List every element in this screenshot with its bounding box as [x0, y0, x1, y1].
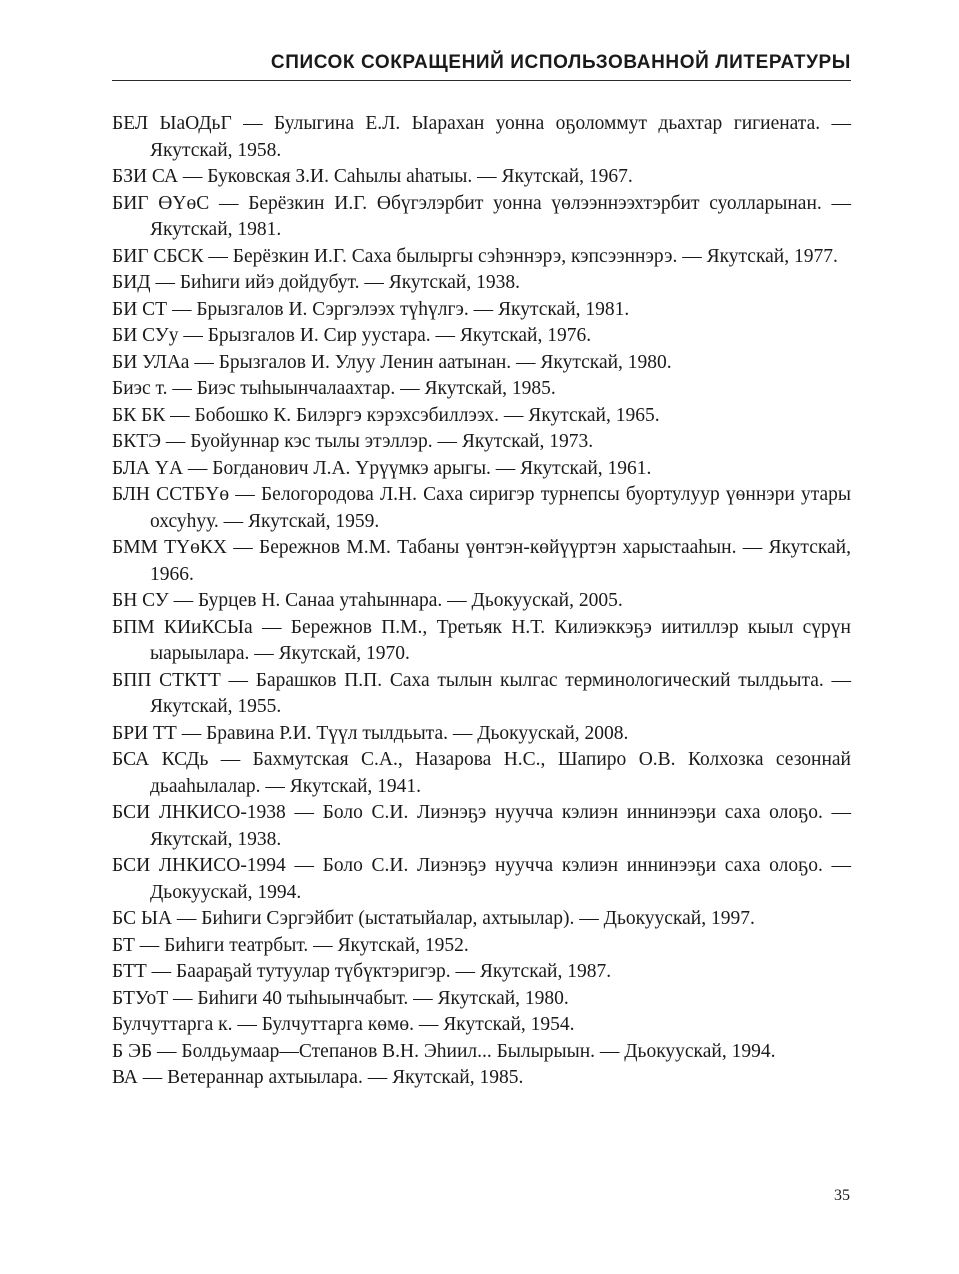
abbreviation-entry: БС ЫА — Биһиги Сэргэйбит (ыстатыйалар, ахтыылар). — Дьокуускай, 1997.	[112, 908, 755, 929]
abbreviation-list	[112, 111, 851, 1092]
abbreviation-entry: БН СУ — Бурцев Н. Санаа утаһыннара. — Дьокуускай, 2005.	[112, 590, 623, 611]
abbreviation-entry: Булчуттарга к. — Булчуттарга көмө. — Якутскай, 1954.	[112, 1014, 575, 1035]
abbreviation-entry: Б ЭБ — Болдьумаар—Степанов В.Н. Эһиил... Былырыын. — Дьокуускай, 1994.	[112, 1040, 776, 1062]
abbreviation-entry: БИ СУу — Брызгалов И. Сир уустара. — Якутскай, 1976.	[112, 325, 592, 346]
abbreviation-entry: Биэс т. — Биэс тыһыынчалаахтар. — Якутскай, 1985.	[112, 378, 556, 399]
abbreviation-entry: БИ УЛАа — Брызгалов И. Улуу Ленин аатынан. — Якутскай, 1980.	[112, 351, 672, 373]
abbreviation-entry: БИД — Биһиги ийэ дойдубут. — Якутскай, 1938.	[112, 272, 520, 293]
abbreviation-entry: БПП СТКТТ — Барашков П.П. Саха тылын кылгас терминологический тылдьыта. — Якутскай, 1955.	[112, 669, 851, 717]
abbreviation-entry: БСИ ЛНКИСО-1994 — Боло С.И. Лиэнэҕэ нуучча кэлиэн иннинээҕи саха олоҕо. — Дьокуускай, 1994.	[112, 855, 851, 903]
abbreviation-entry: БЕЛ ЫаОДьГ — Булыгина Е.Л. Ыарахан уонна оҕоломмут дьахтар гигиената. — Якутскай, 1958.	[112, 113, 851, 161]
running-header	[112, 50, 851, 81]
abbreviation-entry: БРИ ТТ — Бравина Р.И. Түүл тылдьыта. — Дьокуускай, 2008.	[112, 722, 629, 744]
abbreviation-entry: БММ ТҮөКХ — Бережнов М.М. Табаны үөнтэн-көйүүртэн харыстааһын. — Якутскай, 1966.	[112, 537, 851, 585]
page-number: 35	[834, 1187, 850, 1204]
abbreviation-entry: БТТ — Баараҕай тутуулар түбүктэригэр. — Якутскай, 1987.	[112, 961, 612, 982]
abbreviation-entry: БКТЭ — Буойуннар кэс тылы этэллэр. — Якутскай, 1973.	[112, 431, 594, 452]
abbreviation-entry: БИ СТ — Брызгалов И. Сэргэлээх түһүлгэ. — Якутскай, 1981.	[112, 298, 630, 320]
abbreviation-entry: БСИ ЛНКИСО-1938 — Боло С.И. Лиэнэҕэ нуучча кэлиэн иннинээҕи саха олоҕо. — Якутскай, 1938.	[112, 802, 851, 850]
abbreviation-entry: БК БК — Бобошко К. Билэргэ кэрэхсэбиллээх. — Якутскай, 1965.	[112, 404, 660, 426]
abbreviation-entry: БЛН ССТБҮө — Белогородова Л.Н. Саха сиригэр турнепсы буортулуур үөннэри утары охсуһуу. — Якутскай, 1959.	[112, 484, 851, 532]
abbreviation-entry: БИГ ӨҮөС — Берёзкин И.Г. Өбүгэлэрбит уонна үөлээннээхтэрбит суолларынан. — Якутскай, 1981.	[112, 192, 851, 240]
abbreviation-entry: БЛА ҮА — Богданович Л.А. Үрүүмкэ арыгы. — Якутскай, 1961.	[112, 457, 652, 479]
abbreviation-entry: БСА КСДь — Бахмутская С.А., Назарова Н.С., Шапиро О.В. Колхозка сезоннай дьааһылалар. — Якутскай, 1941.	[112, 749, 851, 797]
abbreviation-entry: ВА — Ветераннар ахтыылара. — Якутскай, 1985.	[112, 1067, 524, 1088]
abbreviation-entry: БТУоТ — Биһиги 40 тыһыынчабыт. — Якутскай, 1980.	[112, 987, 569, 1009]
abbreviation-entry: БЗИ СА — Буковская З.И. Саһылы аһатыы. — Якутскай, 1967.	[112, 166, 633, 187]
abbreviation-entry: БИГ СБСК — Берёзкин И.Г. Саха былыргы сэһэннэрэ, кэпсээннэрэ. — Якутскай, 1977.	[112, 245, 838, 267]
abbreviation-entry: БПМ КИиКСЫа — Бережнов П.М., Третьяк Н.Т. Килиэккэҕэ иитиллэр кыыл сүрүн ыарыылара. — Якутскай, 1970.	[112, 616, 851, 664]
running-header-title: СПИСОК СОКРАЩЕНИЙ ИСПОЛЬЗОВАННОЙ ЛИТЕРАТУРЫ	[270, 52, 851, 73]
abbreviation-entry: БТ — Биһиги театрбыт. — Якутскай, 1952.	[112, 934, 469, 956]
